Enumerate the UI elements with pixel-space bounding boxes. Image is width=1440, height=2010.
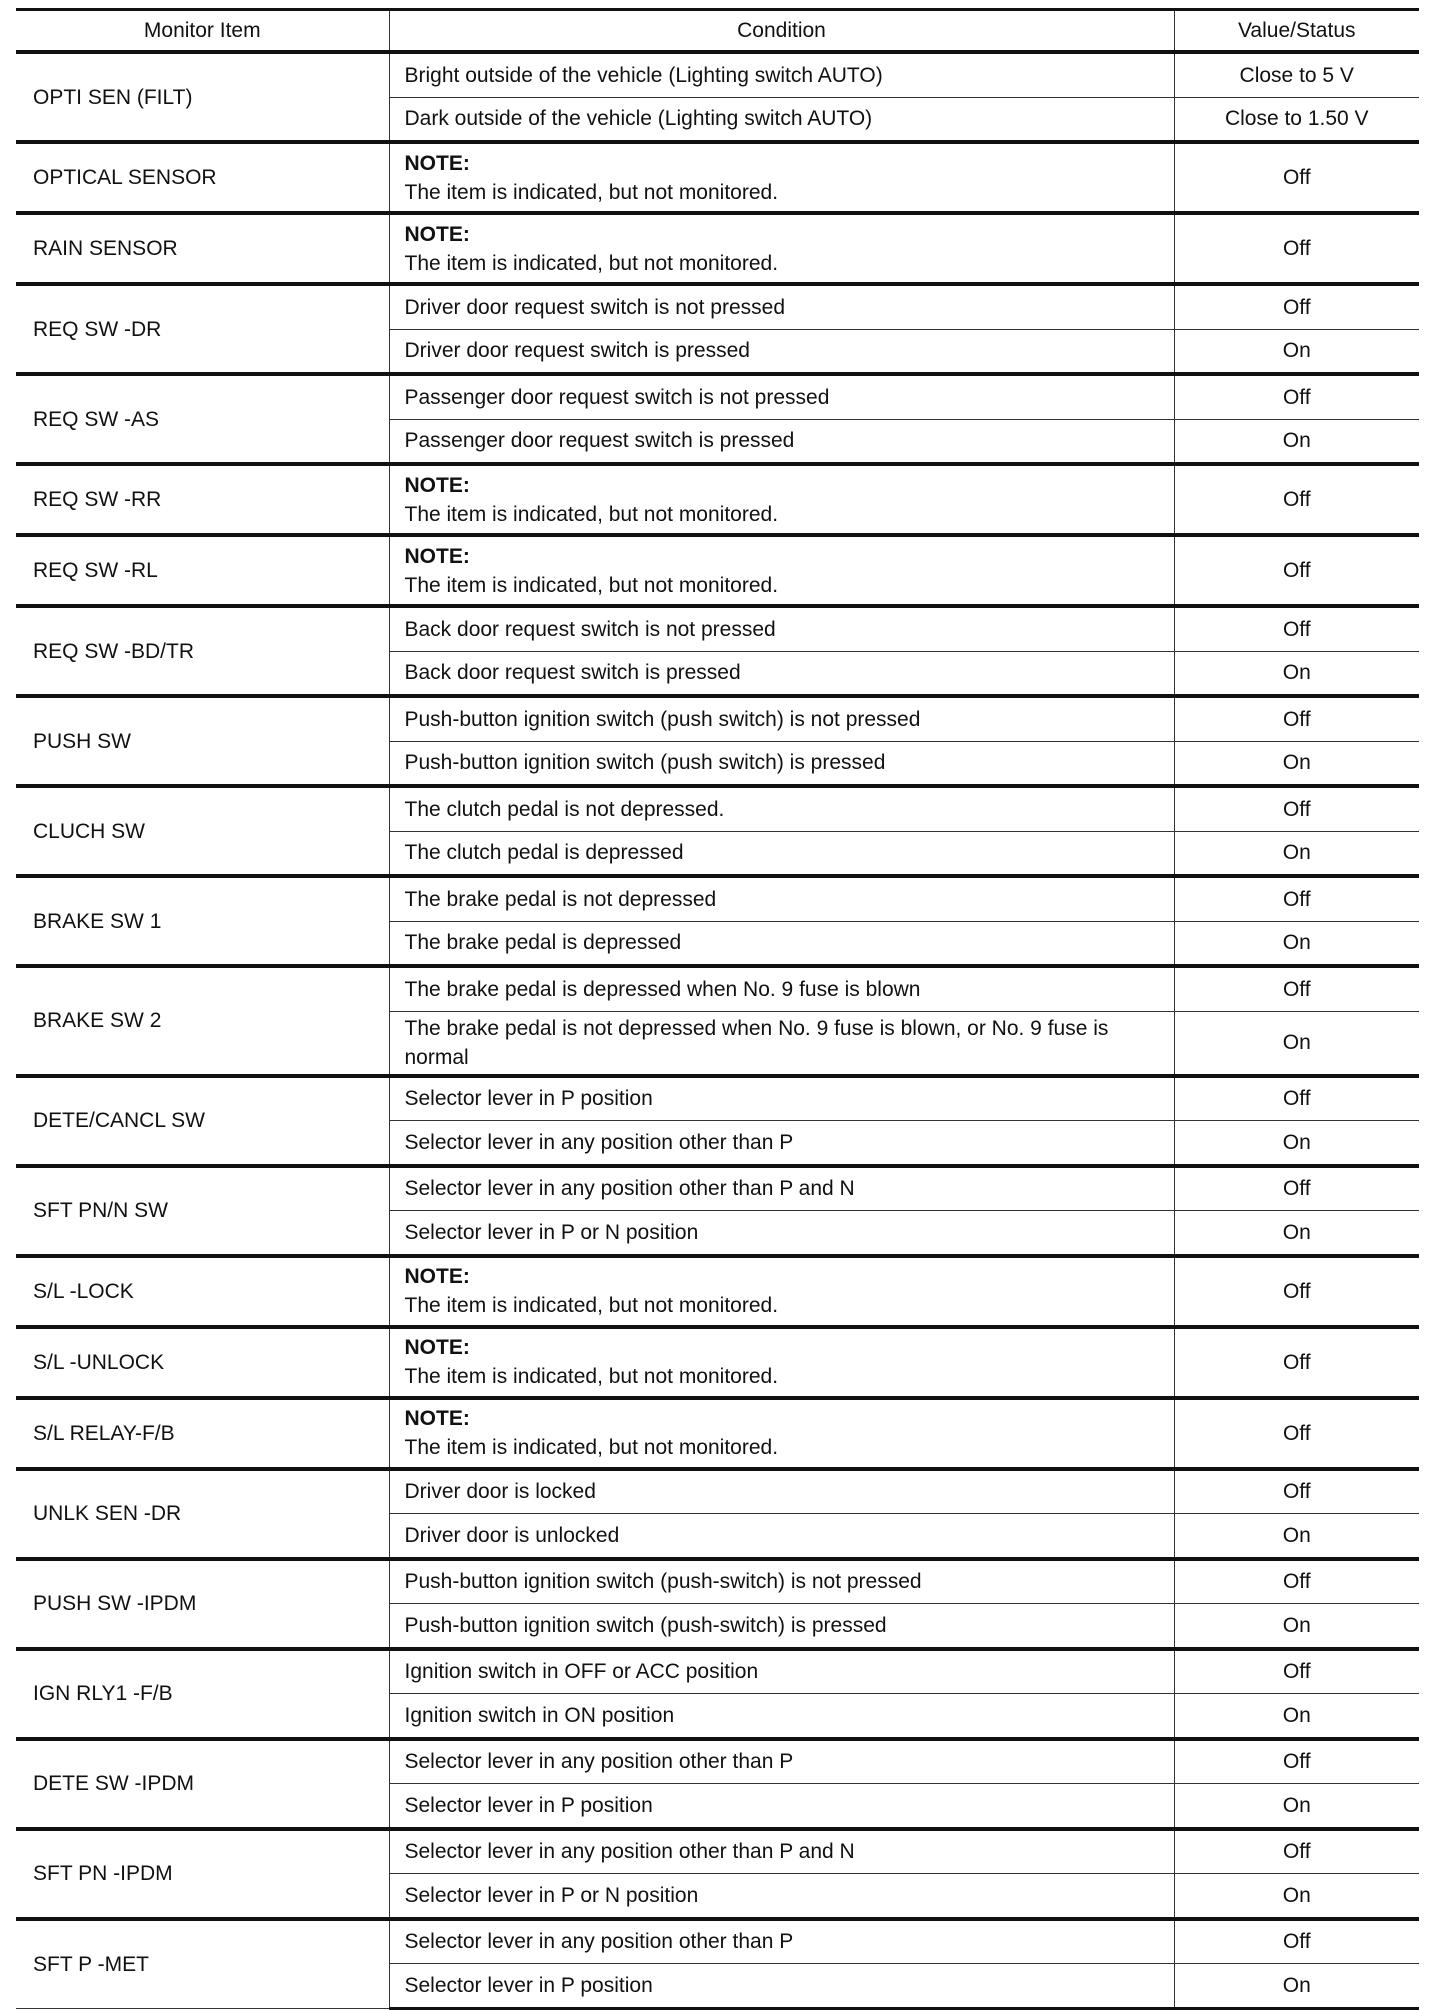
monitor-item-cell: CLUCH SW	[16, 786, 389, 876]
note-label: NOTE:	[404, 473, 470, 497]
condition-cell: Driver door is locked	[389, 1469, 1174, 1514]
value-status-cell: Off	[1174, 1829, 1419, 1874]
value-status-cell: Off	[1174, 1076, 1419, 1121]
condition-cell: Selector lever in P position	[389, 1964, 1174, 2009]
value-status-cell: Off	[1174, 696, 1419, 741]
value-status-cell: Off	[1174, 966, 1419, 1011]
condition-cell: Selector lever in P or N position	[389, 1874, 1174, 1919]
condition-cell: Push-button ignition switch (push switch) is not pressed	[389, 696, 1174, 741]
value-status-cell: Off	[1174, 284, 1419, 329]
value-status-cell: Off	[1174, 1398, 1419, 1469]
value-status-cell: On	[1174, 1784, 1419, 1829]
value-status-cell: On	[1174, 921, 1419, 966]
value-status-cell: On	[1174, 1694, 1419, 1739]
condition-cell: Selector lever in P position	[389, 1076, 1174, 1121]
table-row	[16, 374, 1419, 419]
value-status-cell: Close to 5 V	[1174, 52, 1419, 97]
note-label: NOTE:	[404, 151, 470, 175]
value-status-cell: Off	[1174, 1739, 1419, 1784]
condition-cell: Selector lever in P or N position	[389, 1211, 1174, 1256]
table-row	[16, 1739, 1419, 1784]
table-row	[16, 786, 1419, 831]
monitor-item-cell: OPTI SEN (FILT)	[16, 52, 389, 142]
monitor-item-cell: OPTICAL SENSOR	[16, 142, 389, 213]
value-status-cell: On	[1174, 1964, 1419, 2009]
condition-cell: Push-button ignition switch (push switch) is pressed	[389, 741, 1174, 786]
monitor-item-cell: BRAKE SW 2	[16, 966, 389, 1076]
monitor-item-cell: S/L RELAY-F/B	[16, 1398, 389, 1469]
condition-cell: The brake pedal is depressed when No. 9 fuse is blown	[389, 966, 1174, 1011]
note-label: NOTE:	[404, 222, 470, 246]
value-status-cell: Close to 1.50 V	[1174, 97, 1419, 142]
condition-text: The item is indicated, but not monitored.	[404, 1436, 779, 1459]
condition-cell	[389, 1398, 1174, 1469]
condition-cell: Bright outside of the vehicle (Lighting switch AUTO)	[389, 52, 1174, 97]
condition-text: The item is indicated, but not monitored.	[404, 1365, 779, 1388]
condition-cell: Passenger door request switch is not pressed	[389, 374, 1174, 419]
table-row	[16, 1327, 1419, 1398]
monitor-item-table-sheet	[16, 8, 1419, 2010]
table-row	[16, 535, 1419, 606]
condition-cell: Passenger door request switch is pressed	[389, 419, 1174, 464]
monitor-item-cell: REQ SW -DR	[16, 284, 389, 374]
condition-cell: Selector lever in any position other than P and N	[389, 1166, 1174, 1211]
table-row	[16, 213, 1419, 284]
monitor-item-table	[16, 8, 1419, 2010]
condition-cell: Selector lever in P position	[389, 1784, 1174, 1829]
monitor-item-cell: REQ SW -BD/TR	[16, 606, 389, 696]
condition-cell: Back door request switch is not pressed	[389, 606, 1174, 651]
table-row	[16, 1256, 1419, 1327]
monitor-item-cell: DETE SW -IPDM	[16, 1739, 389, 1829]
monitor-item-cell: SFT PN -IPDM	[16, 1829, 389, 1919]
value-status-cell: Off	[1174, 1256, 1419, 1327]
monitor-item-cell: RAIN SENSOR	[16, 213, 389, 284]
condition-cell: Driver door request switch is pressed	[389, 329, 1174, 374]
value-status-cell: Off	[1174, 606, 1419, 651]
table-row	[16, 142, 1419, 213]
value-status-cell: On	[1174, 1604, 1419, 1649]
header-value-status: Value/Status	[1174, 10, 1419, 53]
value-status-cell: On	[1174, 1514, 1419, 1559]
value-status-cell: Off	[1174, 786, 1419, 831]
monitor-item-cell: PUSH SW	[16, 696, 389, 786]
monitor-item-cell: DETE/CANCL SW	[16, 1076, 389, 1166]
condition-text: The item is indicated, but not monitored.	[404, 502, 779, 526]
condition-cell: The brake pedal is depressed	[389, 921, 1174, 966]
value-status-cell: Off	[1174, 535, 1419, 606]
condition-cell: Dark outside of the vehicle (Lighting switch AUTO)	[389, 97, 1174, 142]
monitor-item-cell: BRAKE SW 1	[16, 876, 389, 966]
condition-cell: Driver door is unlocked	[389, 1514, 1174, 1559]
header-monitor-item: Monitor Item	[16, 10, 389, 53]
value-status-cell: Off	[1174, 142, 1419, 213]
value-status-cell: Off	[1174, 1919, 1419, 1964]
condition-cell: Driver door request switch is not pressed	[389, 284, 1174, 329]
monitor-item-cell: REQ SW -RR	[16, 464, 389, 535]
value-status-cell: On	[1174, 1211, 1419, 1256]
table-body	[16, 52, 1419, 2008]
condition-cell	[389, 213, 1174, 284]
header-condition: Condition	[389, 10, 1174, 53]
condition-cell: Back door request switch is pressed	[389, 651, 1174, 696]
condition-text: The item is indicated, but not monitored.	[404, 251, 779, 275]
monitor-item-cell: S/L -UNLOCK	[16, 1327, 389, 1398]
condition-cell: The brake pedal is not depressed	[389, 876, 1174, 921]
monitor-item-cell: UNLK SEN -DR	[16, 1469, 389, 1559]
table-row	[16, 1559, 1419, 1604]
monitor-item-cell: REQ SW -AS	[16, 374, 389, 464]
table-row	[16, 1076, 1419, 1121]
table-row	[16, 966, 1419, 1011]
table-row	[16, 606, 1419, 651]
condition-cell: Ignition switch in OFF or ACC position	[389, 1649, 1174, 1694]
value-status-cell: On	[1174, 1011, 1419, 1076]
table-row	[16, 284, 1419, 329]
table-row	[16, 696, 1419, 741]
value-status-cell: Off	[1174, 1327, 1419, 1398]
monitor-item-cell: REQ SW -RL	[16, 535, 389, 606]
condition-cell: The brake pedal is not depressed when No. 9 fuse is blown, or No. 9 fuse is normal	[389, 1011, 1174, 1076]
condition-cell	[389, 142, 1174, 213]
condition-cell: Ignition switch in ON position	[389, 1694, 1174, 1739]
note-label: NOTE:	[404, 1336, 470, 1359]
value-status-cell: On	[1174, 419, 1419, 464]
condition-cell: Push-button ignition switch (push-switch) is pressed	[389, 1604, 1174, 1649]
note-label: NOTE:	[404, 544, 470, 568]
value-status-cell: Off	[1174, 213, 1419, 284]
value-status-cell: Off	[1174, 464, 1419, 535]
table-row	[16, 1469, 1419, 1514]
table-row	[16, 1829, 1419, 1874]
value-status-cell: On	[1174, 1874, 1419, 1919]
table-row	[16, 876, 1419, 921]
monitor-item-cell: SFT PN/N SW	[16, 1166, 389, 1256]
condition-cell	[389, 1327, 1174, 1398]
value-status-cell: Off	[1174, 1649, 1419, 1694]
condition-cell	[389, 1256, 1174, 1327]
condition-cell: Selector lever in any position other than P	[389, 1739, 1174, 1784]
monitor-item-cell: PUSH SW -IPDM	[16, 1559, 389, 1649]
table-row	[16, 1919, 1419, 1964]
condition-cell: Selector lever in any position other than P and N	[389, 1829, 1174, 1874]
value-status-cell: Off	[1174, 876, 1419, 921]
monitor-item-cell: SFT P -MET	[16, 1919, 389, 2009]
condition-text: The item is indicated, but not monitored.	[404, 1294, 779, 1317]
table-row	[16, 1166, 1419, 1211]
value-status-cell: On	[1174, 741, 1419, 786]
note-label: NOTE:	[404, 1407, 470, 1430]
condition-cell: The clutch pedal is depressed	[389, 831, 1174, 876]
value-status-cell: On	[1174, 329, 1419, 374]
value-status-cell: Off	[1174, 1166, 1419, 1211]
monitor-item-cell: IGN RLY1 -F/B	[16, 1649, 389, 1739]
condition-cell: The clutch pedal is not depressed.	[389, 786, 1174, 831]
condition-cell: Selector lever in any position other than P	[389, 1919, 1174, 1964]
table-row	[16, 52, 1419, 97]
value-status-cell: Off	[1174, 374, 1419, 419]
monitor-item-cell: S/L -LOCK	[16, 1256, 389, 1327]
condition-text: The item is indicated, but not monitored.	[404, 180, 779, 204]
table-row	[16, 1398, 1419, 1469]
value-status-cell: On	[1174, 831, 1419, 876]
condition-cell	[389, 464, 1174, 535]
condition-cell	[389, 535, 1174, 606]
note-label: NOTE:	[404, 1265, 470, 1288]
table-row	[16, 1649, 1419, 1694]
table-row	[16, 464, 1419, 535]
value-status-cell: On	[1174, 1121, 1419, 1166]
value-status-cell: Off	[1174, 1469, 1419, 1514]
table-header-row	[16, 10, 1419, 53]
condition-cell: Selector lever in any position other than P	[389, 1121, 1174, 1166]
condition-cell: Push-button ignition switch (push-switch) is not pressed	[389, 1559, 1174, 1604]
value-status-cell: Off	[1174, 1559, 1419, 1604]
condition-text: The item is indicated, but not monitored.	[404, 573, 779, 597]
value-status-cell: On	[1174, 651, 1419, 696]
